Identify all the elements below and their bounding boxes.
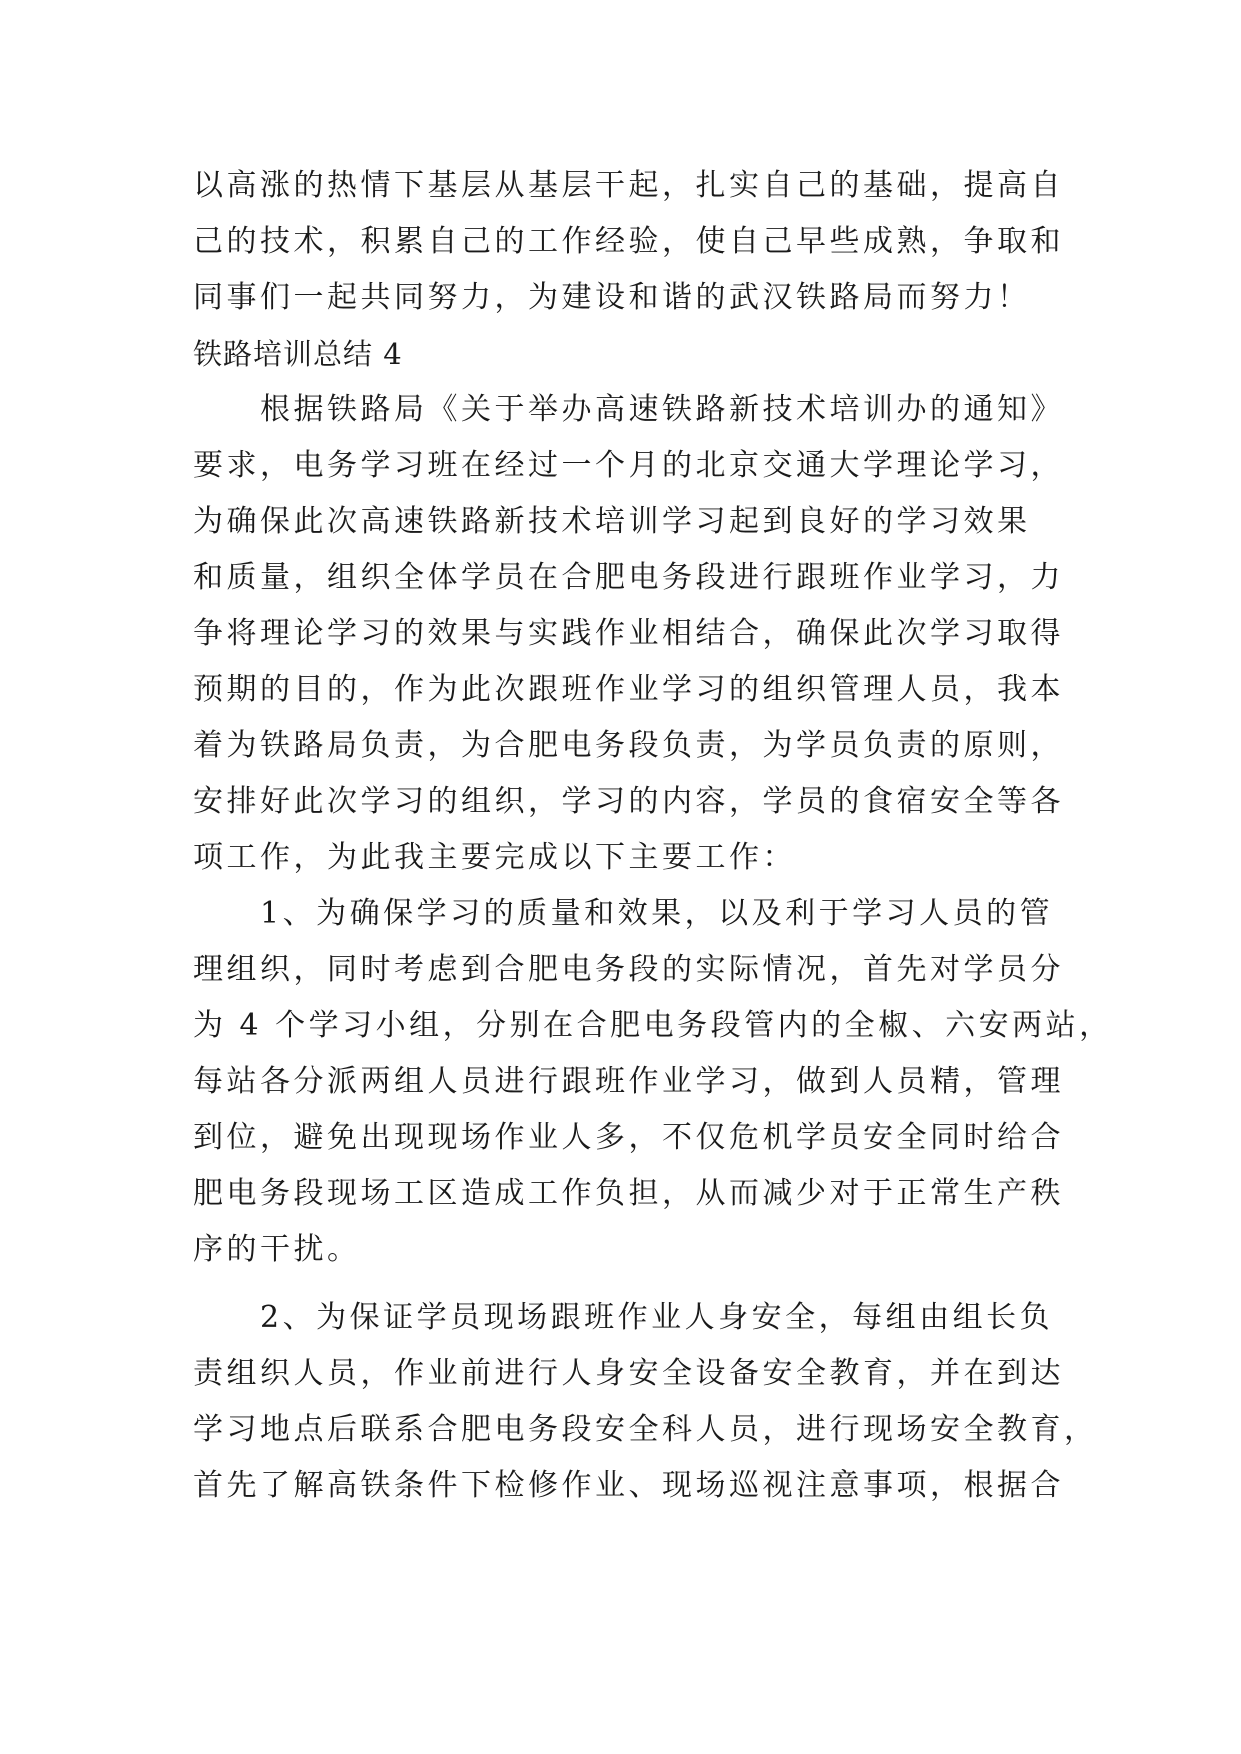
text-line: 安排好此次学习的组织，学习的内容，学员的食宿安全等各 — [193, 784, 1064, 819]
paragraph-3 — [193, 1290, 1098, 1514]
text-line: 肥电务段现场工区造成工作负担，从而减少对于正常生产秩 — [193, 1176, 1064, 1211]
text-line: 为 4 个学习小组，分别在合肥电务段管内的全椒、六安两站， — [193, 1008, 1113, 1043]
text-line: 首先了解高铁条件下检修作业、现场巡视注意事项，根据合 — [193, 1468, 1064, 1503]
paragraph-2 — [193, 886, 1113, 1278]
text-line: 理组织，同时考虑到合肥电务段的实际情况，首先对学员分 — [193, 952, 1064, 987]
paragraph-1 — [193, 382, 1064, 886]
text-line: 以高涨的热情下基层从基层干起，扎实自己的基础，提高自 — [193, 168, 1064, 203]
text-line: 序的干扰。 — [193, 1232, 361, 1267]
section-heading: 铁路培训总结 4 — [193, 337, 403, 371]
text-line: 己的技术，积累自己的工作经验，使自己早些成熟，争取和 — [193, 224, 1064, 259]
text-line: 到位，避免出现现场作业人多，不仅危机学员安全同时给合 — [193, 1120, 1064, 1155]
document-body — [193, 158, 1113, 1514]
text-line: 每站各分派两组人员进行跟班作业学习，做到人员精，管理 — [193, 1064, 1064, 1099]
text-line: 和质量，组织全体学员在合肥电务段进行跟班作业学习，力 — [193, 560, 1064, 595]
text-line: 1、为确保学习的质量和效果，以及利于学习人员的管 — [193, 896, 1054, 931]
text-line: 同事们一起共同努力，为建设和谐的武汉铁路局而努力！ — [193, 280, 1031, 315]
text-line: 学习地点后联系合肥电务段安全科人员，进行现场安全教育， — [193, 1412, 1098, 1447]
text-line: 责组织人员，作业前进行人身安全设备安全教育，并在到达 — [193, 1356, 1064, 1391]
text-line: 2、为保证学员现场跟班作业人身安全，每组由组长负 — [193, 1300, 1054, 1335]
text-line: 项工作，为此我主要完成以下主要工作： — [193, 840, 796, 875]
text-line: 为确保此次高速铁路新技术培训学习起到良好的学习效果 — [193, 504, 1031, 539]
paragraph-spacer — [193, 1278, 1049, 1290]
intro-paragraph — [193, 158, 1064, 326]
text-line: 预期的目的，作为此次跟班作业学习的组织管理人员，我本 — [193, 672, 1064, 707]
text-line: 争将理论学习的效果与实践作业相结合，确保此次学习取得 — [193, 616, 1064, 651]
text-line: 要求，电务学习班在经过一个月的北京交通大学理论学习， — [193, 448, 1064, 483]
text-line: 根据铁路局《关于举办高速铁路新技术培训办的通知》 — [193, 392, 1064, 427]
text-line: 着为铁路局负责，为合肥电务段负责，为学员负责的原则， — [193, 728, 1064, 763]
